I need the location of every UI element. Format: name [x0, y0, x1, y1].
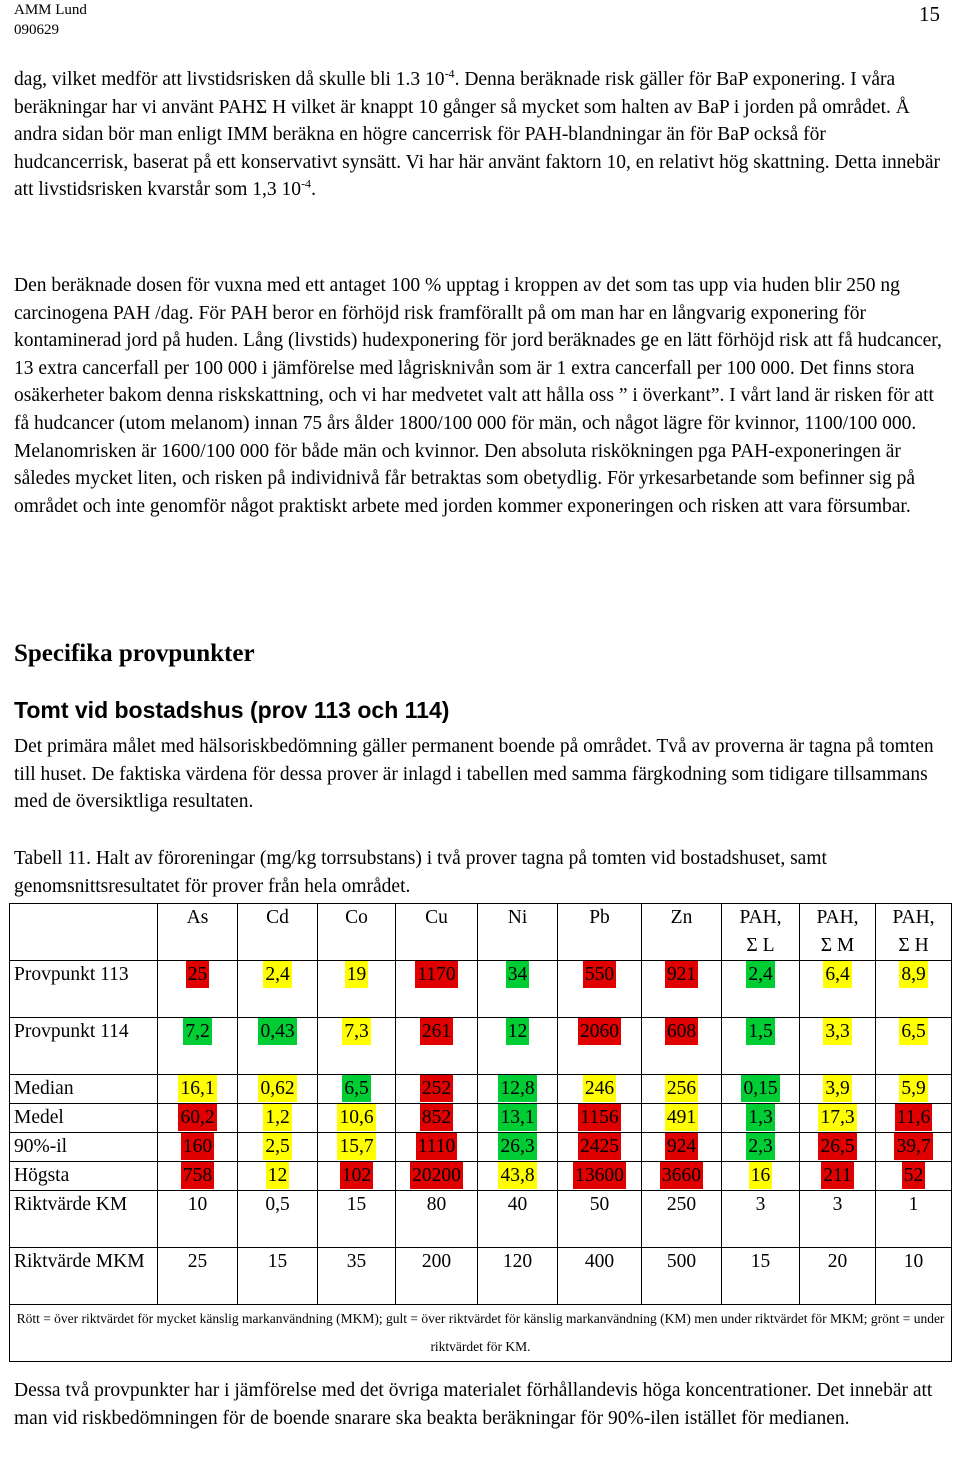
- table-cell: [396, 1248, 478, 1305]
- cell-value: 608: [665, 1018, 698, 1045]
- cell-value: 550: [583, 961, 616, 988]
- p1-exponent-b: -4: [301, 176, 312, 191]
- page-number: 15: [919, 2, 940, 26]
- cell-value: 26,5: [818, 1133, 856, 1160]
- cell-value: 0,62: [258, 1075, 296, 1102]
- cell-value: 39,7: [894, 1133, 932, 1160]
- table-cell: [558, 1018, 642, 1075]
- table-cell: [722, 1191, 800, 1248]
- table-row: [10, 1191, 952, 1248]
- cell-value: 0,15: [741, 1075, 779, 1102]
- table-row: [10, 1018, 952, 1075]
- table-row: [10, 961, 952, 1018]
- cell-value: 1,5: [746, 1018, 774, 1045]
- cell-value: 0,43: [258, 1018, 296, 1045]
- table-cell: [478, 1018, 558, 1075]
- table-cell: [238, 1133, 318, 1162]
- cell-value: 15: [750, 1251, 771, 1272]
- column-header: PAH, Σ M: [800, 904, 876, 961]
- cell-value: 2425: [578, 1133, 621, 1160]
- cell-value: 16,1: [178, 1075, 216, 1102]
- table-footnote-row: [10, 1305, 952, 1362]
- table-cell: [800, 1248, 876, 1305]
- table-cell: [558, 1191, 642, 1248]
- table-cell: [396, 961, 478, 1018]
- cell-value: 6,4: [823, 961, 851, 988]
- table-cell: [642, 961, 722, 1018]
- cell-value: 17,3: [818, 1104, 856, 1131]
- column-header: Pb: [558, 904, 642, 961]
- cell-value: 1: [908, 1194, 919, 1215]
- cell-value: 6,5: [899, 1018, 927, 1045]
- table-cell: [478, 1191, 558, 1248]
- table-cell: [396, 1191, 478, 1248]
- cell-value: 15: [346, 1194, 367, 1215]
- table-cell: [722, 1018, 800, 1075]
- cell-value: 50: [589, 1194, 610, 1215]
- table-cell: [318, 1248, 396, 1305]
- cell-value: 6,5: [342, 1075, 370, 1102]
- table-cell: [876, 961, 952, 1018]
- table-cell: [318, 1018, 396, 1075]
- table-cell: [396, 1075, 478, 1104]
- cell-value: 80: [426, 1194, 447, 1215]
- section-heading: Specifika provpunkter: [14, 640, 255, 667]
- row-label: Provpunkt 114: [10, 1018, 158, 1075]
- cell-value: 35: [346, 1251, 367, 1272]
- table-cell: [722, 961, 800, 1018]
- cell-value: 7,2: [183, 1018, 211, 1045]
- cell-value: 26,3: [498, 1133, 536, 1160]
- table-cell: [318, 961, 396, 1018]
- cell-value: 1170: [415, 961, 457, 988]
- cell-value: 1110: [416, 1133, 458, 1160]
- table-cell: [642, 1104, 722, 1133]
- contaminant-table: [9, 903, 952, 1362]
- table-row: [10, 1248, 952, 1305]
- cell-value: 13600: [573, 1162, 626, 1189]
- cell-value: 10: [903, 1251, 924, 1272]
- table-cell: [642, 1075, 722, 1104]
- cell-value: 52: [902, 1162, 926, 1189]
- row-label: Medel: [10, 1104, 158, 1133]
- cell-value: 5,9: [899, 1075, 927, 1102]
- column-header: Zn: [642, 904, 722, 961]
- cell-value: 2,5: [263, 1133, 291, 1160]
- table-row: [10, 1162, 952, 1191]
- row-label: Högsta: [10, 1162, 158, 1191]
- table-cell: [158, 961, 238, 1018]
- table-cell: [800, 1104, 876, 1133]
- table-cell: [722, 1104, 800, 1133]
- table-cell: [558, 961, 642, 1018]
- cell-value: 11,6: [895, 1104, 932, 1131]
- table-cell: [722, 1133, 800, 1162]
- table-cell: [158, 1191, 238, 1248]
- table-cell: [722, 1075, 800, 1104]
- cell-value: 2,4: [263, 961, 291, 988]
- paragraph-risk-bap: [14, 66, 944, 204]
- table-cell: [478, 961, 558, 1018]
- cell-value: 12,8: [498, 1075, 536, 1102]
- cell-value: 160: [181, 1133, 214, 1160]
- table-cell: [800, 1162, 876, 1191]
- table-cell: [558, 1104, 642, 1133]
- table-cell: [238, 1075, 318, 1104]
- row-label: Provpunkt 113: [10, 961, 158, 1018]
- table-cell: [642, 1162, 722, 1191]
- cell-value: 758: [181, 1162, 214, 1189]
- table-cell: [876, 1075, 952, 1104]
- cell-value: 3,3: [823, 1018, 851, 1045]
- cell-value: 3: [755, 1194, 766, 1215]
- cell-value: 25: [187, 1251, 208, 1272]
- cell-value: 211: [821, 1162, 854, 1189]
- paragraph-conclusion: Dessa två provpunkter har i jämförelse med det övriga materialet förhållandevis höga koncentrationer. Det innebär att man vid riskbedömningen för de boende snarare ska beakta beräkningar för 90%-ilen istället för medianen.: [14, 1380, 933, 1429]
- cell-value: 16: [749, 1162, 773, 1189]
- row-label: Riktvärde MKM: [10, 1248, 158, 1305]
- table-cell: [642, 1248, 722, 1305]
- cell-value: 34: [506, 961, 530, 988]
- cell-value: 15,7: [337, 1133, 375, 1160]
- table-cell: [396, 1162, 478, 1191]
- table-cell: [158, 1162, 238, 1191]
- cell-value: 7,3: [342, 1018, 370, 1045]
- cell-value: 500: [666, 1251, 697, 1272]
- table-cell: [800, 1191, 876, 1248]
- p1-exponent-a: -4: [444, 66, 455, 81]
- table-cell: [158, 1133, 238, 1162]
- cell-value: 13,1: [498, 1104, 536, 1131]
- table-cell: [876, 1104, 952, 1133]
- column-header: As: [158, 904, 238, 961]
- cell-value: 20200: [410, 1162, 463, 1189]
- cell-value: 924: [665, 1133, 698, 1160]
- cell-value: 3660: [660, 1162, 703, 1189]
- table-cell: [722, 1248, 800, 1305]
- table-header-row: [10, 904, 952, 961]
- row-label: Riktvärde KM: [10, 1191, 158, 1248]
- subsection-heading: Tomt vid bostadshus (prov 113 och 114): [14, 697, 450, 723]
- cell-value: 60,2: [178, 1104, 216, 1131]
- column-header: Cd: [238, 904, 318, 961]
- cell-value: 120: [502, 1251, 533, 1272]
- page-header: [14, 0, 87, 40]
- table-cell: [396, 1104, 478, 1133]
- table-cell: [558, 1075, 642, 1104]
- row-label: Median: [10, 1075, 158, 1104]
- cell-value: 12: [266, 1162, 290, 1189]
- cell-value: 3,9: [823, 1075, 851, 1102]
- table-cell: [238, 1018, 318, 1075]
- table-cell: [558, 1133, 642, 1162]
- table-cell: [238, 1191, 318, 1248]
- table-cell: [800, 1018, 876, 1075]
- cell-value: 1,2: [263, 1104, 291, 1131]
- cell-value: 250: [666, 1194, 697, 1215]
- cell-value: 852: [420, 1104, 453, 1131]
- table-cell: [318, 1162, 396, 1191]
- table-cell: [642, 1191, 722, 1248]
- table-cell: [158, 1104, 238, 1133]
- table-cell: [396, 1018, 478, 1075]
- header-date: 090629: [14, 22, 59, 38]
- p1-text-a: dag, vilket medför att livstidsrisken då skulle bli 1.3 10: [14, 69, 445, 90]
- table-cell: [238, 961, 318, 1018]
- cell-value: 8,9: [899, 961, 927, 988]
- cell-value: 20: [827, 1251, 848, 1272]
- cell-value: 2,4: [746, 961, 774, 988]
- table-cell: [318, 1075, 396, 1104]
- table-cell: [800, 1075, 876, 1104]
- table-cell: [478, 1075, 558, 1104]
- cell-value: 15: [267, 1251, 288, 1272]
- table-cell: [800, 1133, 876, 1162]
- table-row: [10, 1133, 952, 1162]
- cell-value: 2,3: [746, 1133, 774, 1160]
- table-cell: [238, 1162, 318, 1191]
- table-cell: [876, 1191, 952, 1248]
- cell-value: 200: [421, 1251, 452, 1272]
- table-footnote: Rött = över riktvärdet för mycket känslig markanvändning (MKM); gult = över riktvärdet för känslig markanvändning (KM) men under riktvärdet för MKM; grönt = under riktvärdet för KM.: [10, 1305, 952, 1362]
- table-cell: [722, 1162, 800, 1191]
- cell-value: 10,6: [337, 1104, 375, 1131]
- table-cell: [642, 1018, 722, 1075]
- table-cell: [642, 1133, 722, 1162]
- column-header: Co: [318, 904, 396, 961]
- table-cell: [238, 1104, 318, 1133]
- cell-value: 43,8: [498, 1162, 536, 1189]
- table-cell: [158, 1018, 238, 1075]
- table-cell: [478, 1104, 558, 1133]
- cell-value: 246: [583, 1075, 616, 1102]
- p1-text-b: . Denna beräknade risk gäller för BaP exponering. I våra beräkningar har vi använt PAHΣ H vilket är knappt 10 gånger så mycket som halten av BaP i jorden på området. Å andra sidan bör man enligt IMM beräkna en högre cancerrisk för PAH-blandningar än för BaP också för hudcancerrisk, baserat på ett konservativt synsätt. Vi har här använt faktorn 10, en relativt hög skattning. Detta innebär att livstidsrisken kvarstår som 1,3 10: [14, 69, 941, 201]
- cell-value: 0,5: [265, 1194, 290, 1215]
- table-cell: [478, 1248, 558, 1305]
- cell-value: 2060: [578, 1018, 621, 1045]
- table-cell: [478, 1133, 558, 1162]
- table-cell: [876, 1162, 952, 1191]
- cell-value: 19: [345, 961, 369, 988]
- table-cell: [478, 1162, 558, 1191]
- table-cell: [318, 1191, 396, 1248]
- cell-value: 261: [420, 1018, 453, 1045]
- table-caption: Tabell 11. Halt av föroreningar (mg/kg torrsubstans) i två prover tagna på tomten vid bostadshuset, samt genomsnittsresultatet för prover från hela området.: [14, 848, 827, 897]
- cell-value: 491: [665, 1104, 698, 1131]
- p1-text-c: .: [311, 179, 316, 201]
- table-cell: [238, 1248, 318, 1305]
- table-cell: [876, 1018, 952, 1075]
- table-row: [10, 1104, 952, 1133]
- table-cell: [800, 961, 876, 1018]
- table-corner: [10, 904, 158, 961]
- cell-value: 1,3: [746, 1104, 774, 1131]
- cell-value: 400: [584, 1251, 615, 1272]
- table-cell: [318, 1104, 396, 1133]
- cell-value: 12: [506, 1018, 530, 1045]
- table-cell: [876, 1248, 952, 1305]
- table-cell: [876, 1133, 952, 1162]
- cell-value: 10: [187, 1194, 208, 1215]
- cell-value: 25: [186, 961, 210, 988]
- column-header: Ni: [478, 904, 558, 961]
- column-header: Cu: [396, 904, 478, 961]
- header-author: AMM Lund: [14, 2, 87, 18]
- cell-value: 1156: [578, 1104, 620, 1131]
- table-cell: [558, 1162, 642, 1191]
- paragraph-dose: Den beräknade dosen för vuxna med ett antaget 100 % upptag i kroppen av det som tas upp via huden blir 250 ng carcinogena PAH /dag. För PAH beror en förhöjd risk framförallt på om man har en långvarig exponering för kontaminerad jord på huden. Lång (livstids) hudexponering för jord beräknades ge en lätt förhöjd risk att få hudcancer, 13 extra cancerfall per 100 000 i jämförelse med lågrisknivån som är 1 extra cancerfall per 100 000. Det finns stora osäkerheter bakom denna riskskattning, och vi har medvetet valt att hålla oss ” i överkant”. I vårt land är risken för att få hudcancer (utom melanom) innan 75 års ålder 1800/100 000 för män, och något lägre för kvinnor, 1100/100 000. Melanomrisken är 1600/100 000 för både män och kvinnor. Den absoluta riskökningen pga PAH-exponeringen är således mycket liten, och risken på individnivå får betraktas som obetydlig. För yrkesarbetande som befinner sig på området och inte genomför något praktiskt arbete med jorden kommer exponeringen och risken att vara försumbar.: [14, 275, 942, 517]
- row-label: 90%-il: [10, 1133, 158, 1162]
- cell-value: 3: [832, 1194, 843, 1215]
- cell-value: 102: [340, 1162, 373, 1189]
- cell-value: 40: [507, 1194, 528, 1215]
- table-row: [10, 1075, 952, 1104]
- cell-value: 921: [665, 961, 698, 988]
- column-header: PAH, Σ H: [876, 904, 952, 961]
- table-cell: [558, 1248, 642, 1305]
- table-cell: [318, 1133, 396, 1162]
- table-cell: [158, 1075, 238, 1104]
- cell-value: 252: [420, 1075, 453, 1102]
- column-header: PAH, Σ L: [722, 904, 800, 961]
- paragraph-primary-goal: Det primära målet med hälsoriskbedömning gäller permanent boende på området. Två av proverna är tagna på tomten till huset. De faktiska värdena för dessa prover är inlagd i tabellen med samma färgkodning som tidigare tillsammans med de översiktliga resultaten.: [14, 736, 934, 813]
- table-cell: [158, 1248, 238, 1305]
- table-cell: [396, 1133, 478, 1162]
- cell-value: 256: [665, 1075, 698, 1102]
